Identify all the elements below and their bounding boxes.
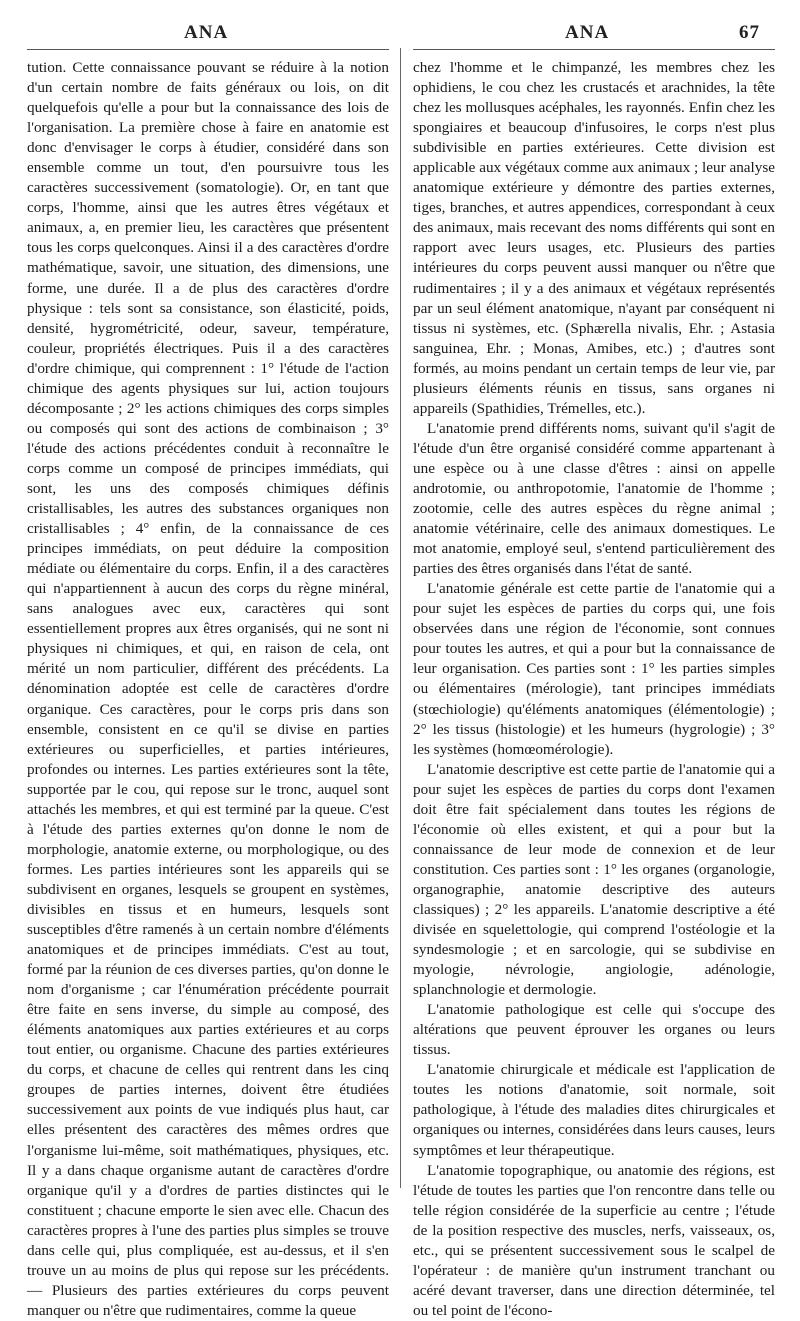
running-head-right: ANA: [565, 22, 610, 43]
running-head-left: ANA: [184, 22, 229, 43]
column-divider: [400, 48, 401, 1188]
paragraph: tution. Cette connaissance pouvant se réduire à la notion d'un certain nombre de faits généraux ou lois, on dit quelquefois qu'elle a pour but la connaissance des lois de l'organisation. La première chose à faire en anatomie est donc d'envisager le corps à étudier, considéré dans son ensemble comme un tout, d'en poursuivre tous les caractères successivement (somatologie). Or, en tant que corps, l'homme, ainsi que les autres êtres végétaux et animaux, a, en premier lieu, les caractères que présentent tous les corps quelconques. Ainsi il a des caractères d'ordre mathématique, savoir, une situation, des dimensions, une forme, une durée. Il a de plus des caractères d'ordre physique : tels sont sa consistance, son élasticité, poids, densité, hygrométricité, odeur, saveur, température, couleur, propriétés électriques. Puis il a des caractères d'ordre chimique, qui comprennent : 1° l'étude de l'action chimique des agents physiques sur lui, action toujours décomposante ; 2° les actions chimiques des corps simples ou composés qui sont des actions de combinaison ; 3° l'étude des actions précédentes conduit à reconnaître le corps comme un composé de principes immédiats, qui sont, les uns des composés chimiques définis cristallisables, les autres des substances organiques non cristallisables ; 4° enfin, de la connaissance de ces principes immédiats, on peut déduire la composition médiate ou élémentaire du corps. Enfin, il a des caractères qui n'appartiennent à aucun des corps du règne minéral, sans analogues avec eux, caractères qui sont essentiellement propres aux êtres organisés, qui ne sont ni physiques ni chimiques, et qui, en raison de cela, ont mérité un nom particulier, différent des précédents. La dénomination adoptée est celle de caractères d'ordre organique. Ces caractères, pour le corps pris dans son ensemble, consistent en ce qu'il se divise en parties extérieures ou superficielles, et parties intérieures, profondes ou internes. Les parties extérieures sont la tête, supportée par le cou, qui repose sur le tronc, auquel sont attachés les membres, et qui est terminé par la queue. C'est à l'étude des parties externes qu'on donne le nom de morphologie, anatomie externe, ou morphologique, ou des formes. Les parties intérieures sont les appareils qui se subdivisent en organes, lesquels se groupent en systèmes, divisibles en tissus et en humeurs, lesquels sont susceptibles d'être ramenés à un certain nombre d'éléments anatomiques et de principes immédiats. C'est au tout, formé par la réunion de ces diverses parties, qu'on donne le nom d'organisme ; car l'énumération précédente pourrait être faite en sens inverse, du simple au composé, des éléments anatomiques aux parties extérieures et au corps tout entier, ou organisme. Chacune des parties extérieures du corps, et chacune de celles qui rentrent dans les cinq groupes de parties internes, doivent être étudiées successivement aux points de vue indiqués plus haut, car elles présentent des caractères des mêmes ordres que l'organisme lui-même, soit mathématiques, physiques, etc. Il y a dans chaque organisme autant de caractères d'ordre organique qu'il y a d'ordres de parties distinctes qui le constituent ; chacune emporte le sien avec elle. Chacun des caractères propres à l'une des parties plus simples se trouve dans celle qui, plus compliquée, est au-dessus, et il s'en trouve un au moins de plus qui repose sur les précédents. — Plusieurs des parties extérieures du corps peuvent manquer ou n'être que rudimentaires, comme la queue: [27, 59, 389, 1319]
paragraph: L'anatomie chirurgicale et médicale est l'application de toutes les notions d'anatomie, soit normale, soit pathologique, à l'étude des maladies dites chirurgicales et organiques ou internes, considérées dans leurs causes, leurs symptômes et leur thérapeutique.: [413, 1061, 775, 1159]
header-rule-right: [413, 49, 775, 50]
page-number: 67: [739, 22, 760, 43]
left-column: [27, 58, 389, 1321]
paragraph: L'anatomie générale est cette partie de l'anatomie qui a pour sujet les espèces de parties du corps qui, une fois observées dans une région de l'économie, sont connues pour toutes les autres, et qui a pour but la connaissance de leur organisation. Ces parties sont : 1° les parties simples ou élémentaires (mérologie), tant principes immédiats (stœchiologie) qu'éléments anatomiques (élémentologie) ; 2° les tissus (histologie) et les humeurs (hygrologie) ; 3° les systèmes (homœomérologie).: [413, 580, 775, 758]
paragraph: L'anatomie prend différents noms, suivant qu'il s'agit de l'étude d'un être organisé considéré comme appartenant à une espèce ou à une classe d'êtres : ainsi on appelle androtomie, ou anthropotomie, l'anatomie de l'homme ; zootomie, celle des autres espèces du règne animal ; anatomie vétérinaire, celle des animaux domestiques. Le mot anatomie, employé seul, s'entend particulièrement des parties des êtres organisés dans l'état de santé.: [413, 419, 775, 578]
header-rule-left: [27, 49, 389, 50]
paragraph: L'anatomie descriptive est cette partie de l'anatomie qui a pour sujet les espèces de parties du corps dont l'examen doit être fait spécialement dans toutes les régions de l'économie où elles existent, et qui a pour but la connaissance de leur mode de connexion et de leur constitution. Ces parties sont : 1° les organes (organologie, organographie, anatomie descriptive des auteurs classiques) ; 2° les appareils. L'anatomie descriptive a été divisée en squelettologie, qui comprend l'ostéologie et la syndesmologie ; et en sarcologie, qui se subdivise en myologie, névrologie, angiologie, adénologie, splanchnologie et dermologie.: [413, 760, 775, 999]
paragraph: L'anatomie pathologique est celle qui s'occupe des altérations que peuvent éprouver les organes ou leurs tissus.: [413, 1001, 775, 1059]
right-column: [413, 58, 775, 1321]
paragraph: chez l'homme et le chimpanzé, les membres chez les ophidiens, le cou chez les crustacés et arachnides, la tête chez les mollusques acéphales, les rayonnés. Enfin chez les spongiaires et beaucoup d'infusoires, le corps n'est plus subdivisible en parties extérieures. Cette division est applicable aux végétaux comme aux animaux ; leur analyse anatomique extérieure y démontre des parties externes, tiges, branches, et autres appendices, correspondant à ceux des animaux, mais recevant des noms différents qui sont en rapport avec leurs usages, etc. Plusieurs des parties intérieures du corps peuvent aussi manquer ou n'être que rudimentaires ; il y a des animaux et végétaux représentés par un seul élément anatomique, n'ayant par conséquent ni tissus ni systèmes, etc. (Sphærella nivalis, Ehr. ; Astasia sanguinea, Ehr. ; Monas, Amibes, etc.) ; d'autres sont formés, au moins pendant un certain temps de leur vie, par plusieurs éléments réunis en tissus, sans organes ni appareils (Spathidies, Trémelles, etc.).: [413, 59, 775, 417]
paragraph: L'anatomie topographique, ou anatomie des régions, est l'étude de toutes les parties que l'on rencontre dans telle ou telle région considérée de la superficie au centre ; l'étude de la position respective des muscles, nerfs, vaisseaux, os, etc., qui se présentent successivement sous le scalpel de l'opérateur : de manière qu'un instrument tranchant ou acéré devant traverser, dans une direction déterminée, tel ou tel point de l'écono-: [413, 1161, 775, 1319]
